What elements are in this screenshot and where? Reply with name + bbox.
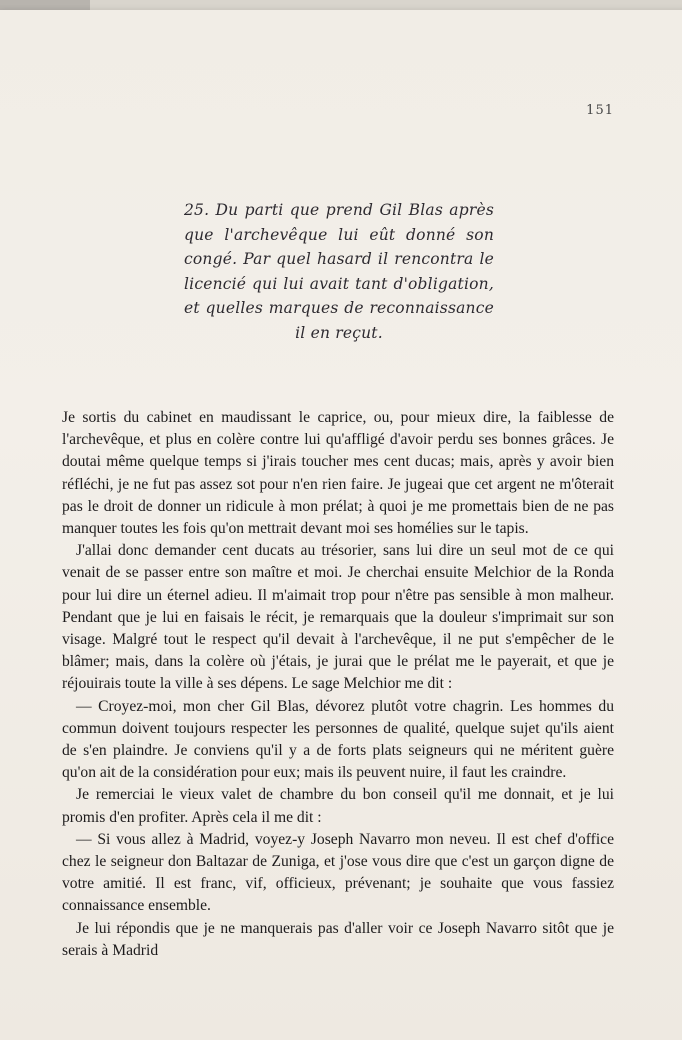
paragraph: — Si vous allez à Madrid, voyez-y Joseph Navarro mon neveu. Il est chef d'office chez le seigneur don Baltazar de Zuniga, et j'ose vous dire que c'est un garçon digne de votre amitié. Il est franc, vif, officieux, prévenant; je souhaite que vous fassiez connaissance ensemble. xyxy=(62,830,614,915)
paragraph: — Croyez-moi, mon cher Gil Blas, dévorez plutôt votre chagrin. Les hommes du commun doivent toujours respecter les personnes de qualité, quelque sujet qu'ils aient de s'en plaindre. Je conviens qu'il y a de forts plats seigneurs qui ne méritent guère qu'on ait de la considération pour eux; mais ils peuvent nuire, il faut les craindre. xyxy=(62,697,614,782)
paragraph: Je sortis du cabinet en maudissant le caprice, ou, pour mieux dire, la faiblesse de l'archevêque, et plus en colère contre lui qu'affligé d'avoir perdu ses bonnes grâces. Je doutai même quelque temps si j'irais toucher mes cent ducas; mais, après y avoir bien réfléchi, je ne fut pas assez sot pour n'en rien faire. Je jugeai que cet argent ne m'ôterait pas le droit de donner un ridicule à mon prélat; à quoi je me promettais bien de ne pas manquer toutes les fois qu'on mettrait devant moi ses homélies sur le tapis. xyxy=(62,409,614,538)
paragraph: Je remerciai le vieux valet de chambre du bon conseil qu'il me donnait, et je lui promis d'en profiter. Après cela il me dit : xyxy=(62,786,614,826)
paragraph: J'allai donc demander cent ducats au trésorier, sans lui dire un seul mot de ce qui venait de se passer entre son maître et moi. Je cherchai ensuite Melchior de la Ronda pour lui dire un éternel adieu. Il m'aimait trop pour n'être pas sensible à mon malheur. Pendant que je lui en faisais le récit, je remarquais que la douleur s'imprimait sur son visage. Malgré tout le respect qu'il devait à l'archevêque, il ne put s'empêcher de le blâmer; mais, dans la colère où j'étais, je jurai que le prélat me le payerait, et que je réjouirais toute la ville à ses dépens. Le sage Melchior me dit : xyxy=(62,542,614,693)
book-page xyxy=(0,10,682,1040)
paragraph: Je lui répondis que je ne manquerais pas d'aller voir ce Joseph Navarro sitôt que je serais à Madrid xyxy=(62,919,614,959)
page-number: 151 xyxy=(586,103,614,118)
chapter-heading: 25. Du parti que prend Gil Blas après que l'archevêque lui eût donné son congé. Par quel hasard il rencontra le licencié qui lui avait tant d'obligation, et quelles marques de reconnaissance il en reçut. xyxy=(184,201,494,342)
body-text xyxy=(62,407,614,962)
